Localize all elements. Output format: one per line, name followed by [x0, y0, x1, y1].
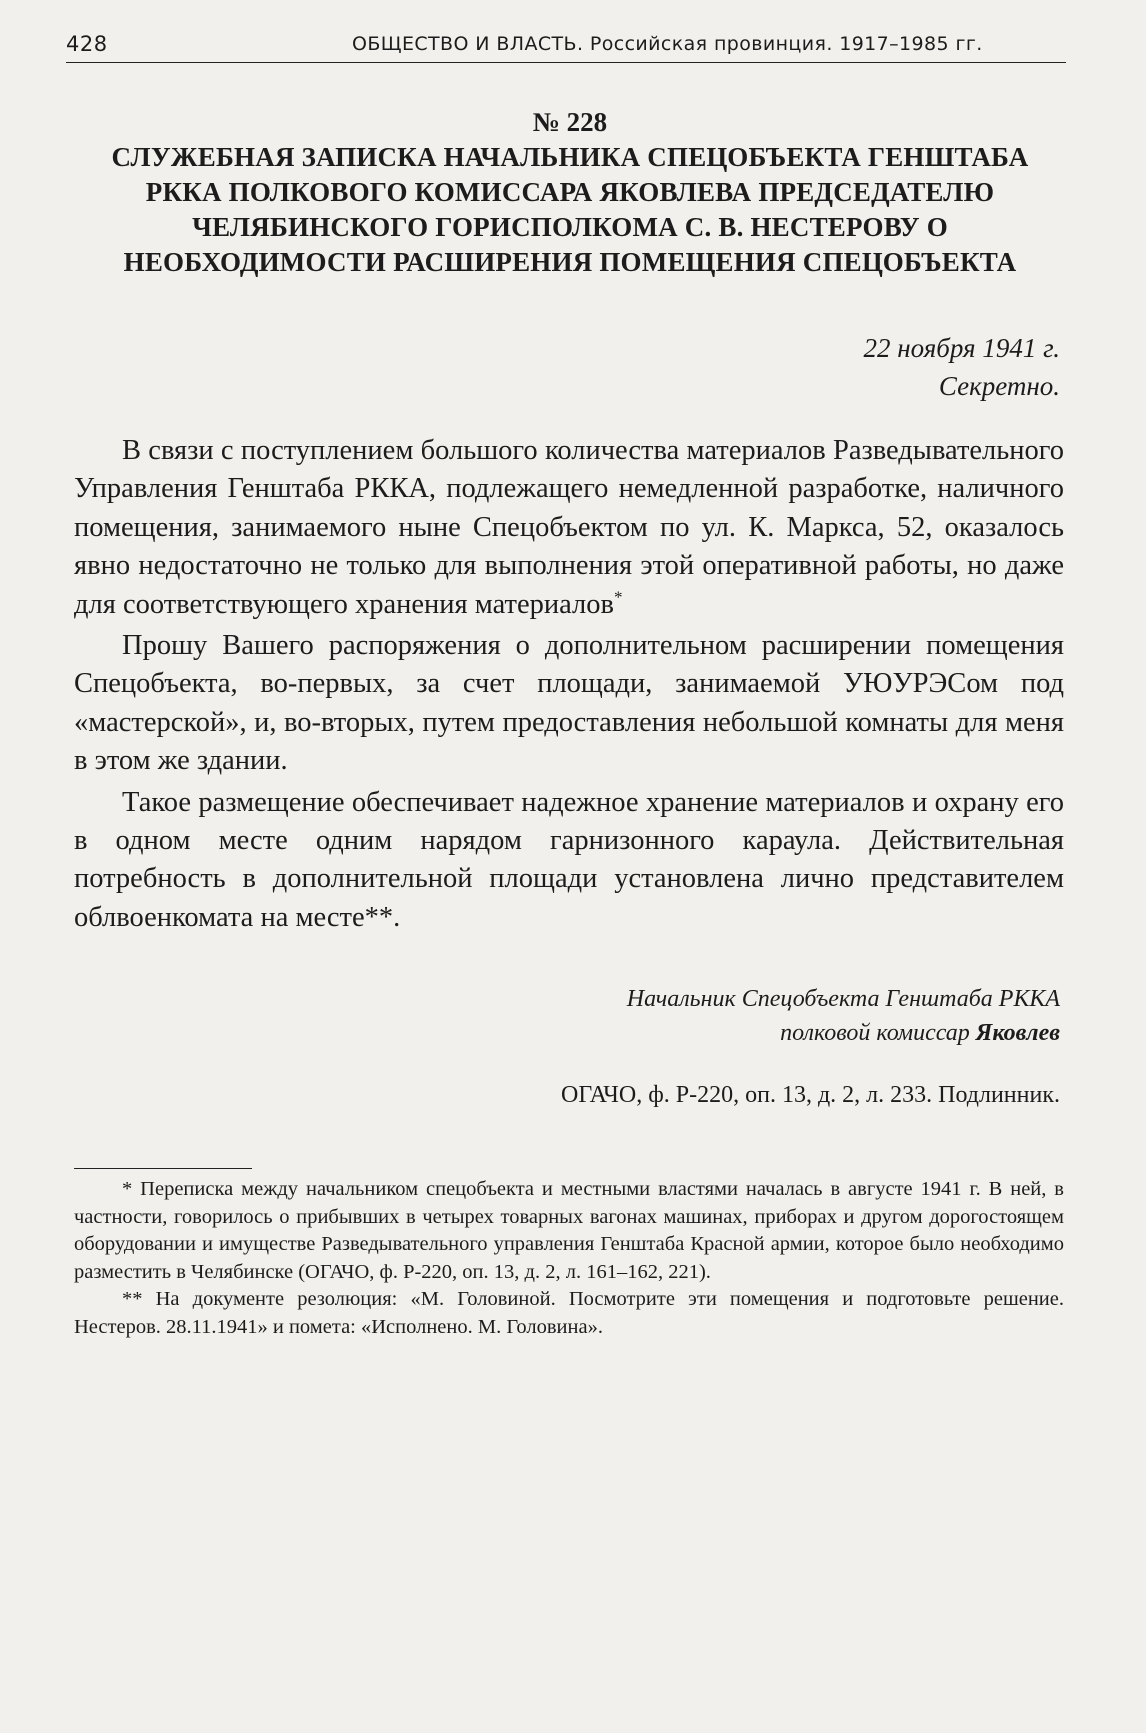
signature-position: Начальник Спецобъекта Генштаба РККА	[626, 986, 1060, 1012]
body-paragraph-1-text: В связи с поступлением большого количества материалов Разведывательного Управления Генштаба РККА, подлежащего немедленной разработке, наличного помещения, занимаемого ныне Спецобъектом по ул. К. Маркса, 52, оказалось явно недостаточно не только для выполнения этой оперативной работы, но даже для соответствующего хранения материалов	[74, 435, 1064, 620]
footnote-marker-1: *	[613, 587, 623, 607]
archive-reference: ОГАЧО, ф. Р-220, оп. 13, д. 2, л. 233. Подлинник.	[561, 1082, 1060, 1108]
signature-rank: полковой комиссар	[780, 1020, 970, 1046]
document-date: 22 ноября 1941 г.	[863, 333, 1060, 363]
document-number: № 228	[532, 107, 608, 137]
footnote-rule	[74, 1168, 252, 1169]
running-head-rule	[66, 62, 1066, 63]
body-paragraph-2: Прошу Вашего распоряжения о дополнительном расширении помещения Спецобъекта, во-первых, за счет площади, занимаемой УЮУРЭСом под «мастерской», и, во-вторых, путем предоставления небольшой комнаты для меня в этом же здании.	[74, 630, 1064, 777]
body-paragraph-3: Такое размещение обеспечивает надежное хранение материалов и охрану его в одном месте одним нарядом гарнизонного караула. Действительная потребность в дополнительной площади установлена лично представителем облвоенкомата на месте**.	[74, 786, 1064, 933]
body-paragraph-1	[74, 432, 1064, 624]
running-head-title: ОБЩЕСТВО И ВЛАСТЬ. Российская провинция. 1917–1985 гг.	[352, 33, 983, 55]
footnote-1: * Переписка между начальником спецобъекта и местными властями началась в августе 1941 г. В ней, в частности, говорилось о прибывших в четырех товарных вагонах машинах, приборах и другом дорогостоящем оборудовании и имуществе Разведывательного управления Генштаба Красной армии, которое было необходимо разместить в Челябинске (ОГАЧО, ф. Р-220, оп. 13, д. 2, л. 161–162, 221).	[74, 1178, 1064, 1283]
footnote-2: ** На документе резолюция: «М. Головиной. Посмотрите эти помещения и подготовьте решение. Нестеров. 28.11.1941» и помета: «Исполнено. М. Головина».	[74, 1288, 1064, 1338]
document-body	[74, 432, 1064, 940]
signature-rank-line	[627, 1016, 1060, 1050]
document-heading	[70, 104, 1070, 280]
signature-name: Яковлев	[975, 1020, 1060, 1046]
signature-block	[627, 982, 1060, 1050]
document-title: СЛУЖЕБНАЯ ЗАПИСКА НАЧАЛЬНИКА СПЕЦОБЪЕКТА ГЕНШТАБА РККА ПОЛКОВОГО КОМИССАРА ЯКОВЛЕВА ПРЕДСЕДАТЕЛЮ ЧЕЛЯБИНСКОГО ГОРИСПОЛКОМА С. В. НЕСТЕРОВУ О НЕОБХОДИМОСТИ РАСШИРЕНИЯ ПОМЕЩЕНИЯ СПЕЦОБЪЕКТА	[111, 142, 1029, 277]
footnotes	[74, 1176, 1064, 1341]
classification-mark: Секретно.	[938, 371, 1060, 401]
running-head	[66, 32, 1066, 66]
page-number: 428	[66, 32, 108, 56]
